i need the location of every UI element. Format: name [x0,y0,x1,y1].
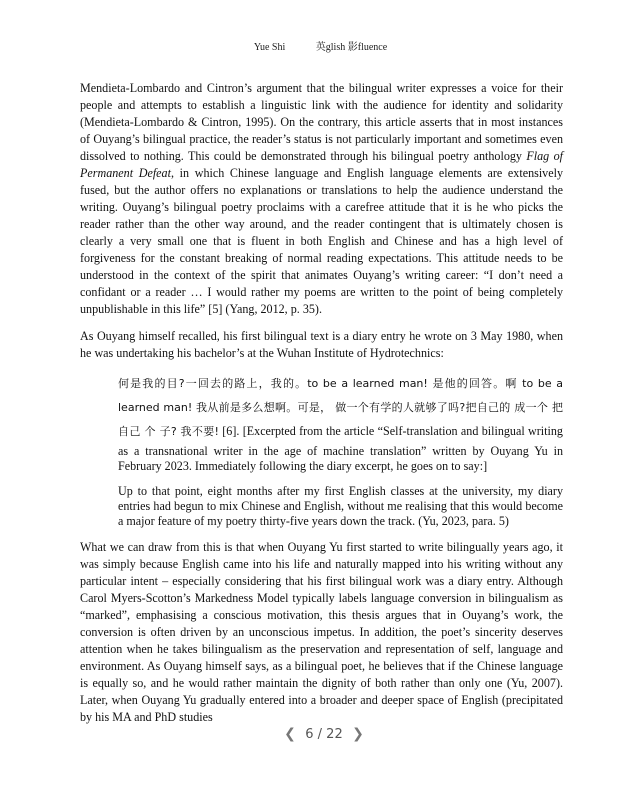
quote-paragraph: Up to that point, eight months after my first English classes at the university, my diary entries had begun to mix Chinese and English, without me realising that this would become a major feature of my poetry thirty-five years down the track. (Yu, 2023, para. 5) [118,484,563,528]
quote-citation: [6]. [Excerpted from the article “Self-translation and bilingual writing as a transnational writer in the age of machine translation” written by Ouyang Yu in February 2023. Immediately following the diary excerpt, he goes on to say:] [118,424,563,473]
quote-paragraph [118,372,563,474]
document-body [80,80,563,736]
chinese-diary-text: 何是我的目?一回去的路上，我的。to be a learned man! 是他的回答。啊 to be a learned man! 我从前是多么想啊。可是， 做一个有学的人就够了吗?把自己的 成一个 把自己 个 子? 我不要! [118,377,563,438]
paragraph: As Ouyang himself recalled, his first bilingual text is a diary entry he wrote on 3 May 1980, when he was undertaking his bachelor’s at the Wuhan Institute of Hydrotechnics: [80,329,563,360]
italic-title: Flag of Permanent Defeat [80,149,563,180]
viewer-bottom-area [0,770,641,809]
paragraph-text: , in which Chinese language and English language elements are extensively fused, but the author offers no explanations or translations to help the audience understand the writing. Ouyang’s bilingual poetry proclaims with a carefree attitude that it is he who picks the reader rather than the other way around, and the reader contingent that is ultimately chosen is clearly a very small one that is fluent in both English and Chinese and has a high level of forgiveness for the constant breaking of normal reading expectations. This attitude needs to be understood in the context of the spirit that animates Ouyang’s writing career: “I don’t need a confidant or a reader … I would rather my poems are written to the point of being completely unpublishable in this life” [5] (Yang, 2012, p. 35). [80,166,563,316]
header-title: 英glish 影fluence [315,42,388,53]
paragraph [80,80,563,318]
block-quote [118,372,563,529]
paragraph: What we can draw from this is that when Ouyang Yu first started to write bilingually years ago, it was simply because English came into his life and naturally mapped into his writing without any particular intent – especially considering that his first bilingual work was a diary entry. Although Carol Myers-Scotton’s Markedness Model typically labels language conversion in bilingualism as “marked”, emphasising a conscious motivation, this thesis argues that in Ouyang’s work, the conversion is often driven by an unconscious impetus. In addition, the poet’s sincerity deserves attention when he takes bilingualism as the preservation and representation of self, language and environment. As Ouyang himself says, as a bilingual poet, he believes that if the Chinese language is equally so, and he would rather maintain the dignity of both rather than only one (Yu, 2007). Later, when Ouyang Yu gradually entered into a broader and deeper space of English (precipitated by his MA and PhD studies [80,540,563,724]
running-header [0,38,641,53]
paragraph-text: Mendieta-Lombardo and Cintron’s argument that the bilingual writer expresses a voice for their people and attempts to establish a linguistic link with the audience for identity and solidarity (Mendieta-Lombardo & Cintron, 1995). On the contrary, this article asserts that in most instances of Ouyang’s bilingual practice, the reader’s status is not particularly important and sometimes even dissolved to nothing. This could be demonstrated through his bilingual poetry anthology [80,81,563,163]
chevron-left-icon[interactable]: ❮ [284,726,296,742]
page-navigator [279,722,369,746]
chevron-right-icon[interactable]: ❯ [352,726,364,742]
header-author: Yue Shi [253,42,286,53]
page-indicator: 6 / 22 [305,726,343,742]
